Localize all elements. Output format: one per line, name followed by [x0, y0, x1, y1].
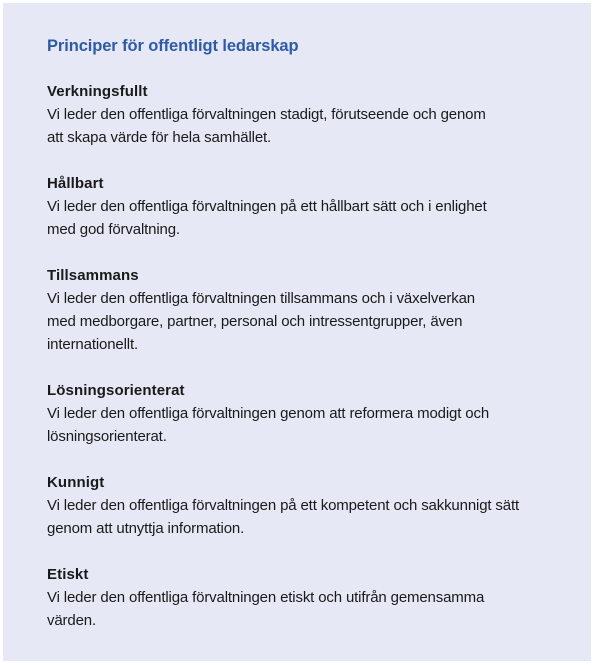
- principle-text-line: Vi leder den offentliga förvaltningen stadigt, förutseende och genom: [47, 106, 486, 123]
- principle-text-line: lösningsorienterat.: [47, 428, 167, 445]
- box-title: Principer för offentligt ledarskap: [47, 37, 299, 55]
- principle-text-line: Vi leder den offentliga förvaltningen etiskt och utifrån gemensamma: [47, 589, 485, 606]
- principle-name: Hållbart: [47, 175, 104, 192]
- principle-kunnigt: [47, 471, 551, 540]
- principle-tillsammans: [47, 264, 551, 356]
- principle-hallbart: [47, 172, 551, 241]
- principles-box: [3, 3, 591, 661]
- principle-text-line: genom att utnyttja information.: [47, 520, 245, 537]
- principle-name: Tillsammans: [47, 267, 139, 284]
- principle-text-line: internationellt.: [47, 336, 138, 353]
- principle-text-line: Vi leder den offentliga förvaltningen på ett kompetent och sakkunnigt sätt: [47, 497, 519, 514]
- principle-etiskt: [47, 563, 551, 632]
- principle-text-line: med god förvaltning.: [47, 221, 180, 238]
- principle-name: Kunnigt: [47, 474, 105, 491]
- principle-text-line: med medborgare, partner, personal och intressentgrupper, även: [47, 313, 463, 330]
- principle-text-line: att skapa värde för hela samhället.: [47, 129, 272, 146]
- principle-text-line: Vi leder den offentliga förvaltningen tillsammans och i växelverkan: [47, 290, 475, 307]
- principle-text-line: Vi leder den offentliga förvaltningen på ett hållbart sätt och i enlighet: [47, 198, 487, 215]
- principle-name: Verkningsfullt: [47, 83, 148, 100]
- principle-verkningsfullt: [47, 80, 551, 149]
- principle-name: Lösningsorienterat: [47, 382, 185, 399]
- principle-name: Etiskt: [47, 566, 89, 583]
- principle-text-line: Vi leder den offentliga förvaltningen genom att reformera modigt och: [47, 405, 490, 422]
- principle-text-line: värden.: [47, 612, 96, 629]
- principle-losningsorienterat: [47, 379, 551, 448]
